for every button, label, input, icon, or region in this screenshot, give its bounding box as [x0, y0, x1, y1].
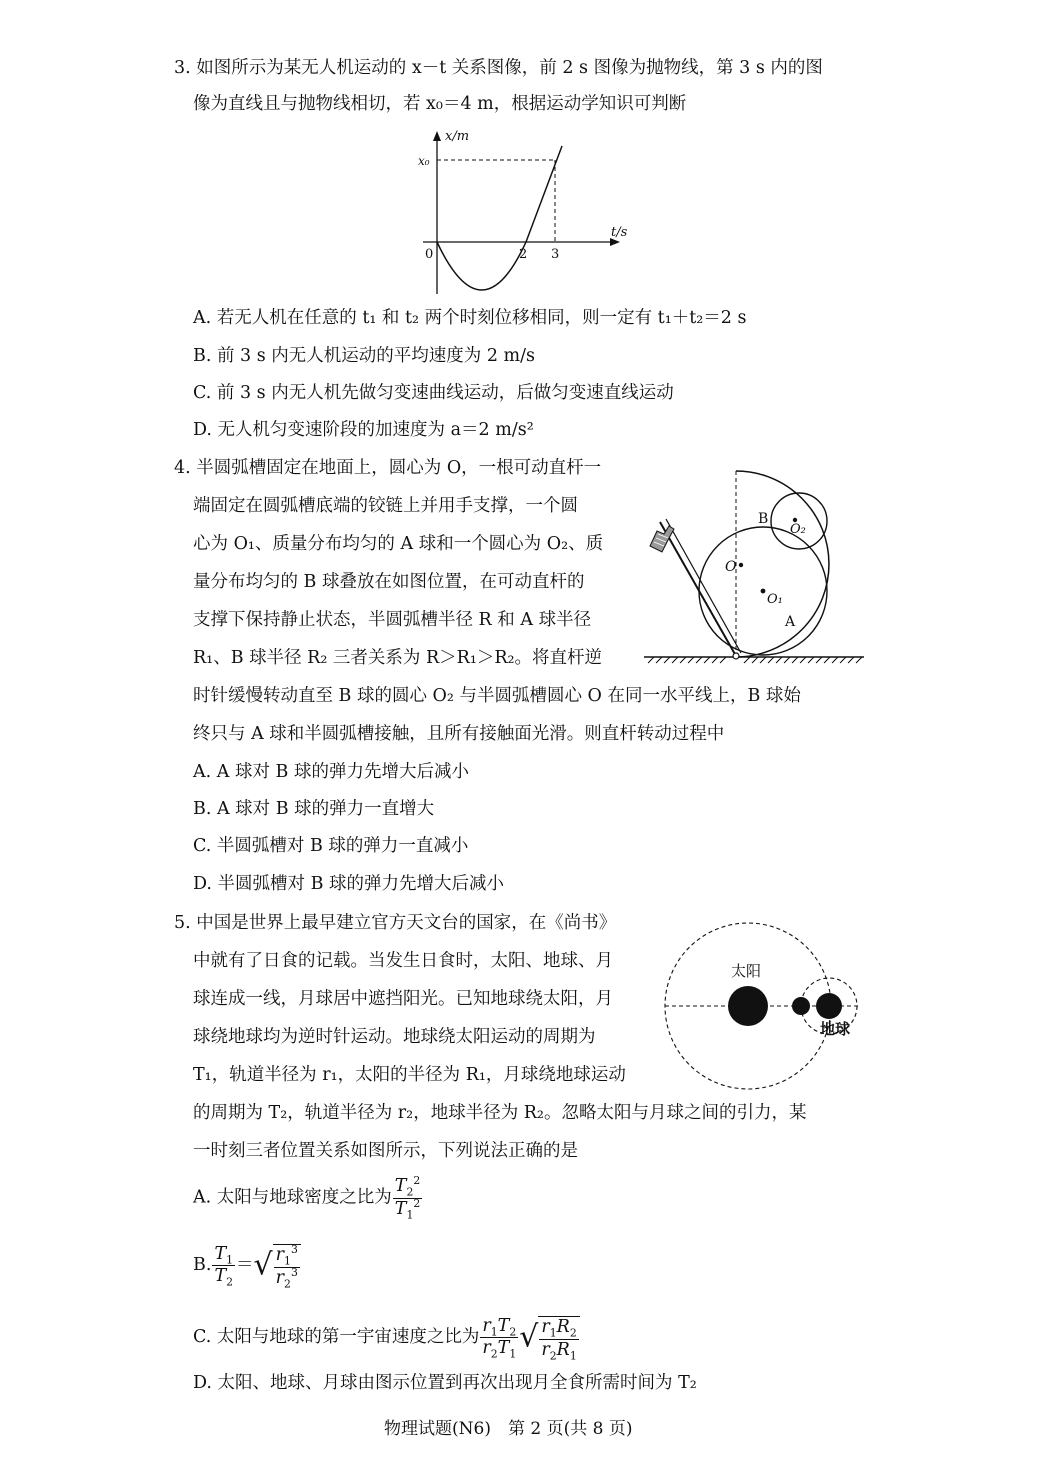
q5-stem-line-3: 球连成一线，月球居中遮挡阳光。已知地球绕太阳，月 [193, 989, 613, 1009]
formula-t2-over-t1-squared: $\frac{T_2^2}{T_1^2}$ [394, 1174, 421, 1221]
movable-rod-edge [666, 519, 741, 653]
q4-groove-figure [644, 460, 869, 675]
equals-sign: ＝ [236, 1255, 254, 1275]
q5-option-a-text: A. 太阳与地球密度之比为 [193, 1187, 392, 1208]
q5-stem-line-7: 一时刻三者位置关系如图所示，下列说法正确的是 [193, 1141, 578, 1161]
q4-option-d: D. 半圆弧槽对 B 球的弹力先增大后减小 [193, 874, 505, 894]
q4-option-b: B. A 球对 B 球的弹力一直增大 [193, 799, 435, 819]
formula-t1-over-t2: $\frac{T_1}{T_2}$ [214, 1243, 234, 1289]
q4-stem-line-4: 量分布均匀的 B 球叠放在如图位置，在可动直杆的 [193, 572, 585, 592]
earth [816, 993, 842, 1019]
q5-stem-line-6: 的周期为 T₂，轨道半径为 r₂，地球半径为 R₂。忽略太阳与月球之间的引力，某 [193, 1103, 807, 1123]
q5-option-a [193, 1174, 423, 1221]
parabola-curve [437, 242, 526, 290]
earth-label: 地球 [820, 1020, 851, 1038]
q5-stem-line-4: 球绕地球均为逆时针运动。地球绕太阳运动的周期为 [193, 1027, 596, 1047]
q4-stem-line-6: R₁、B 球半径 R₂ 三者关系为 R＞R₁＞R₂。将直杆逆 [193, 648, 603, 668]
q5-option-b [193, 1243, 301, 1290]
q4-stem-line-8: 终只与 A 球和半圆弧槽接触，且所有接触面光滑。则直杆转动过程中 [193, 724, 725, 744]
q3-stem-line-2: 像为直线且与抛物线相切，若 x₀＝4 m，根据运动学知识可判断 [193, 94, 687, 114]
q4-option-a: A. A 球对 B 球的弹力先增大后减小 [193, 762, 469, 782]
ground-hatching [648, 657, 862, 663]
formula-r1t2-over-r2t1: $\frac{r_1T_2}{r_2T_1}$ [482, 1315, 517, 1361]
q4-stem-line-7: 时针缓慢转动直至 B 球的圆心 O₂ 与半圆弧槽圆心 O 在同一水平线上，B 球始 [193, 686, 801, 706]
q5-orbit-figure [660, 912, 870, 1097]
x-axis-arrow [433, 131, 441, 141]
moon [792, 997, 810, 1015]
q3-option-c: C. 前 3 s 内无人机先做匀变速曲线运动，后做匀变速直线运动 [193, 383, 674, 403]
q5-stem-line-1: 5. 中国是世界上最早建立官方天文台的国家，在《尚书》 [174, 913, 617, 933]
movable-rod [660, 522, 736, 656]
page-footer: 物理试题(N6) 第 2 页(共 8 页) [384, 1419, 633, 1439]
sun-label: 太阳 [731, 962, 762, 980]
x0-label: x₀ [418, 154, 430, 168]
q3-option-a: A. 若无人机在任意的 t₁ 和 t₂ 两个时刻位移相同，则一定有 t₁＋t₂＝2 s [193, 308, 747, 328]
center-o-dot [739, 563, 743, 567]
q4-option-c: C. 半圆弧槽对 B 球的弹力一直减小 [193, 836, 469, 856]
label-o: O [725, 559, 737, 575]
q3-option-d: D. 无人机匀变速阶段的加速度为 a＝2 m/s² [193, 420, 534, 440]
q5-option-d: D. 太阳、地球、月球由图示位置到再次出现月全食所需时间为 T₂ [193, 1373, 697, 1393]
label-a: A [785, 614, 796, 630]
q3-stem-line-1: 3. 如图所示为某无人机运动的 x－t 关系图像，前 2 s 图像为抛物线，第 3 s 内的图 [174, 58, 823, 78]
label-o1: O₁ [767, 592, 783, 607]
t-axis-label: t/s [611, 225, 628, 240]
x-axis-label: x/m [445, 129, 470, 144]
q5-stem-line-5: T₁，轨道半径为 r₁，太阳的半径为 R₁，月球绕地球运动 [193, 1065, 626, 1085]
formula-sqrt-r1r2-over-r2r1: √ $\frac{r_1R_2}{r_2R_1}$ [519, 1316, 580, 1359]
formula-sqrt-r1-cubed-over-r2-cubed: √ $\frac{r_1^3}{r_2^3}$ [254, 1244, 301, 1287]
q4-stem-line-3: 心为 O₁、质量分布均匀的 A 球和一个圆心为 O₂、质 [193, 534, 604, 554]
label-b: B [758, 511, 769, 527]
q3-option-b: B. 前 3 s 内无人机运动的平均速度为 2 m/s [193, 346, 536, 366]
q5-option-c-text: C. 太阳与地球的第一宇宙速度之比为 [193, 1327, 480, 1347]
hinge [733, 653, 739, 659]
q5-option-c [193, 1315, 580, 1362]
tick-label-2: 2 [519, 247, 528, 262]
q4-stem-line-1: 4. 半圆弧槽固定在地面上，圆心为 O，一根可动直杆一 [174, 458, 602, 478]
q5-option-b-prefix: B. [193, 1255, 212, 1275]
q3-xt-graph [415, 122, 640, 302]
tick-label-3: 3 [551, 247, 560, 262]
sun [728, 986, 768, 1026]
q4-stem-line-5: 支撑下保持静止状态，半圆弧槽半径 R 和 A 球半径 [193, 610, 592, 630]
label-o2: O₂ [790, 522, 806, 537]
origin-label: 0 [425, 247, 434, 262]
q5-stem-line-2: 中就有了日食的记载。当发生日食时，太阳、地球、月 [193, 951, 613, 971]
q4-stem-line-2: 端固定在圆弧槽底端的铰链上并用手支撑，一个圆 [193, 496, 578, 516]
center-o1-dot [761, 589, 766, 594]
